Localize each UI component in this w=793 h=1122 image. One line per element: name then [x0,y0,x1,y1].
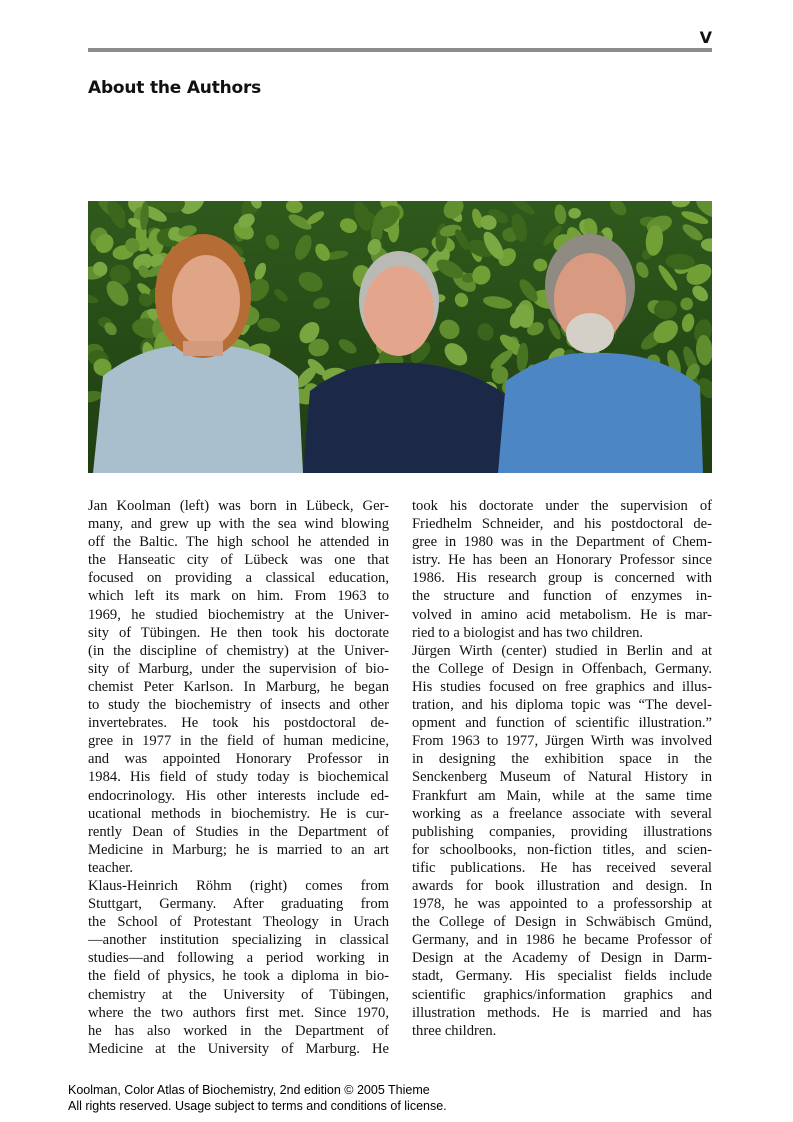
text-line: volved in amino acid metabolism. He is mar- [412,606,712,623]
text-line: rently Dean of Studies in the Department of [88,823,389,840]
text-line: sity of Tübingen. He then took his doctorate [88,624,389,641]
text-column-left [88,497,389,1058]
authors-photo [88,201,712,473]
footer-line-2: All rights reserved. Usage subject to terms and conditions of license. [68,1099,447,1113]
text-line: three children. [412,1022,497,1039]
header-rule [88,48,712,52]
text-line: many, and grew up with the sea wind blowing [88,516,389,533]
text-line: Klaus-Heinrich Röhm (right) comes from [88,877,389,894]
text-line: tration, and his diploma topic was “The devel- [412,697,712,714]
text-line: chemistry at the University of Tübingen, [88,986,389,1003]
text-line: stadt, Germany. His specialist fields include [412,968,712,985]
text-line: sity of Marburg, under the supervision of bio- [88,660,389,677]
text-line: awards for book illustration and design. In [412,877,712,894]
text-line: working as a freelance associate with several [412,805,712,822]
page-title: About the Authors [88,78,262,98]
text-line: ucational methods in biochemistry. He is cur- [88,805,389,822]
text-line: invertebrates. He took his postdoctoral de- [88,715,389,732]
text-line: the College of Design in Offenbach, Germany. [412,660,712,677]
text-line: where the two authors first met. Since 1970, [88,1004,389,1021]
footer-line-1: Koolman, Color Atlas of Biochemistry, 2nd edition © 2005 Thieme [68,1083,430,1097]
text-line: gree in 1977 in the field of human medicine, [88,733,389,750]
text-line: —another institution specializing in classical [88,932,389,949]
text-line: 1969, he studied biochemistry at the Univer- [88,606,389,623]
text-column-right [412,497,712,1040]
text-line: Medicine in Marburg; he is married to an art [88,841,389,858]
text-line: tific publications. He has received several [412,859,712,876]
copyright-footer [68,1082,447,1114]
text-line: 1986. His research group is concerned with [412,570,712,587]
text-line: the Hanseatic city of Lübeck was one that [88,552,389,569]
text-line: the structure and function of enzymes in- [412,588,712,605]
text-line: the field of physics, he took a diploma in bio- [88,968,389,985]
text-line: From 1963 to 1977, Jürgen Wirth was involved [412,733,712,750]
text-line: Design at the Academy of Design in Darm- [412,950,712,967]
text-line: opment and function of scientific illustration.” [412,715,712,732]
text-line: Jan Koolman (left) was born in Lübeck, Ger- [88,498,389,514]
text-line: istry. He has been an Honorary Professor since [412,552,712,569]
text-line: in designing the exhibition space in the [412,751,712,768]
text-line: 1978, he was appointed to a professorship at [412,896,712,913]
text-line: Jürgen Wirth (center) studied in Berlin and at [412,642,712,659]
text-line: Senckenberg Museum of Natural History in [412,769,712,786]
text-line: 1984. His field of study today is biochemical [88,769,389,786]
text-line: focused on providing a classical education, [88,570,389,587]
text-line: and was appointed Honorary Professor in [88,751,389,768]
text-line: illustration methods. He is married and has [412,1004,712,1021]
text-line: His studies focused on free graphics and illus- [412,678,712,695]
text-line: for schoolbooks, non-fiction titles, and scien- [412,841,712,858]
text-line: ried to a biologist and has two children. [412,624,644,641]
page-number: V [699,28,712,47]
text-line: teacher. [88,859,133,876]
text-line: gree in 1980 was in the Department of Chem- [412,534,712,551]
text-line: the College of Design in Schwäbisch Gmünd, [412,914,712,931]
leaf [568,208,581,219]
text-line: off the Baltic. The high school he attended in [88,534,389,551]
text-line: which left its mark on him. From 1963 to [88,588,389,605]
text-line: took his doctorate under the supervision of [412,498,712,514]
text-line: publishing companies, providing illustrations [412,823,712,840]
text-line: Stuttgart, Germany. After graduating from [88,896,389,913]
text-line: endocrinology. His other interests include ed- [88,787,389,804]
text-line: chemist Peter Karlson. In Marburg, he began [88,678,389,695]
text-line: Medicine at the University of Marburg. He [88,1040,389,1057]
text-line: (in the discipline of chemistry) at the Univer- [88,642,389,659]
text-line: to study the biochemistry of insects and other [88,697,389,714]
text-line: the School of Protestant Theology in Urach [88,914,389,931]
text-line: studies—and following a period working in [88,950,389,967]
text-line: Germany, and in 1986 he became Professor of [412,932,712,949]
text-line: Frankfurt am Main, while at the same time [412,787,712,804]
text-line: scientific graphics/information graphics and [412,986,712,1003]
text-line: he has also worked in the Department of [88,1022,389,1039]
text-line: Friedhelm Schneider, and his postdoctoral de- [412,516,712,533]
